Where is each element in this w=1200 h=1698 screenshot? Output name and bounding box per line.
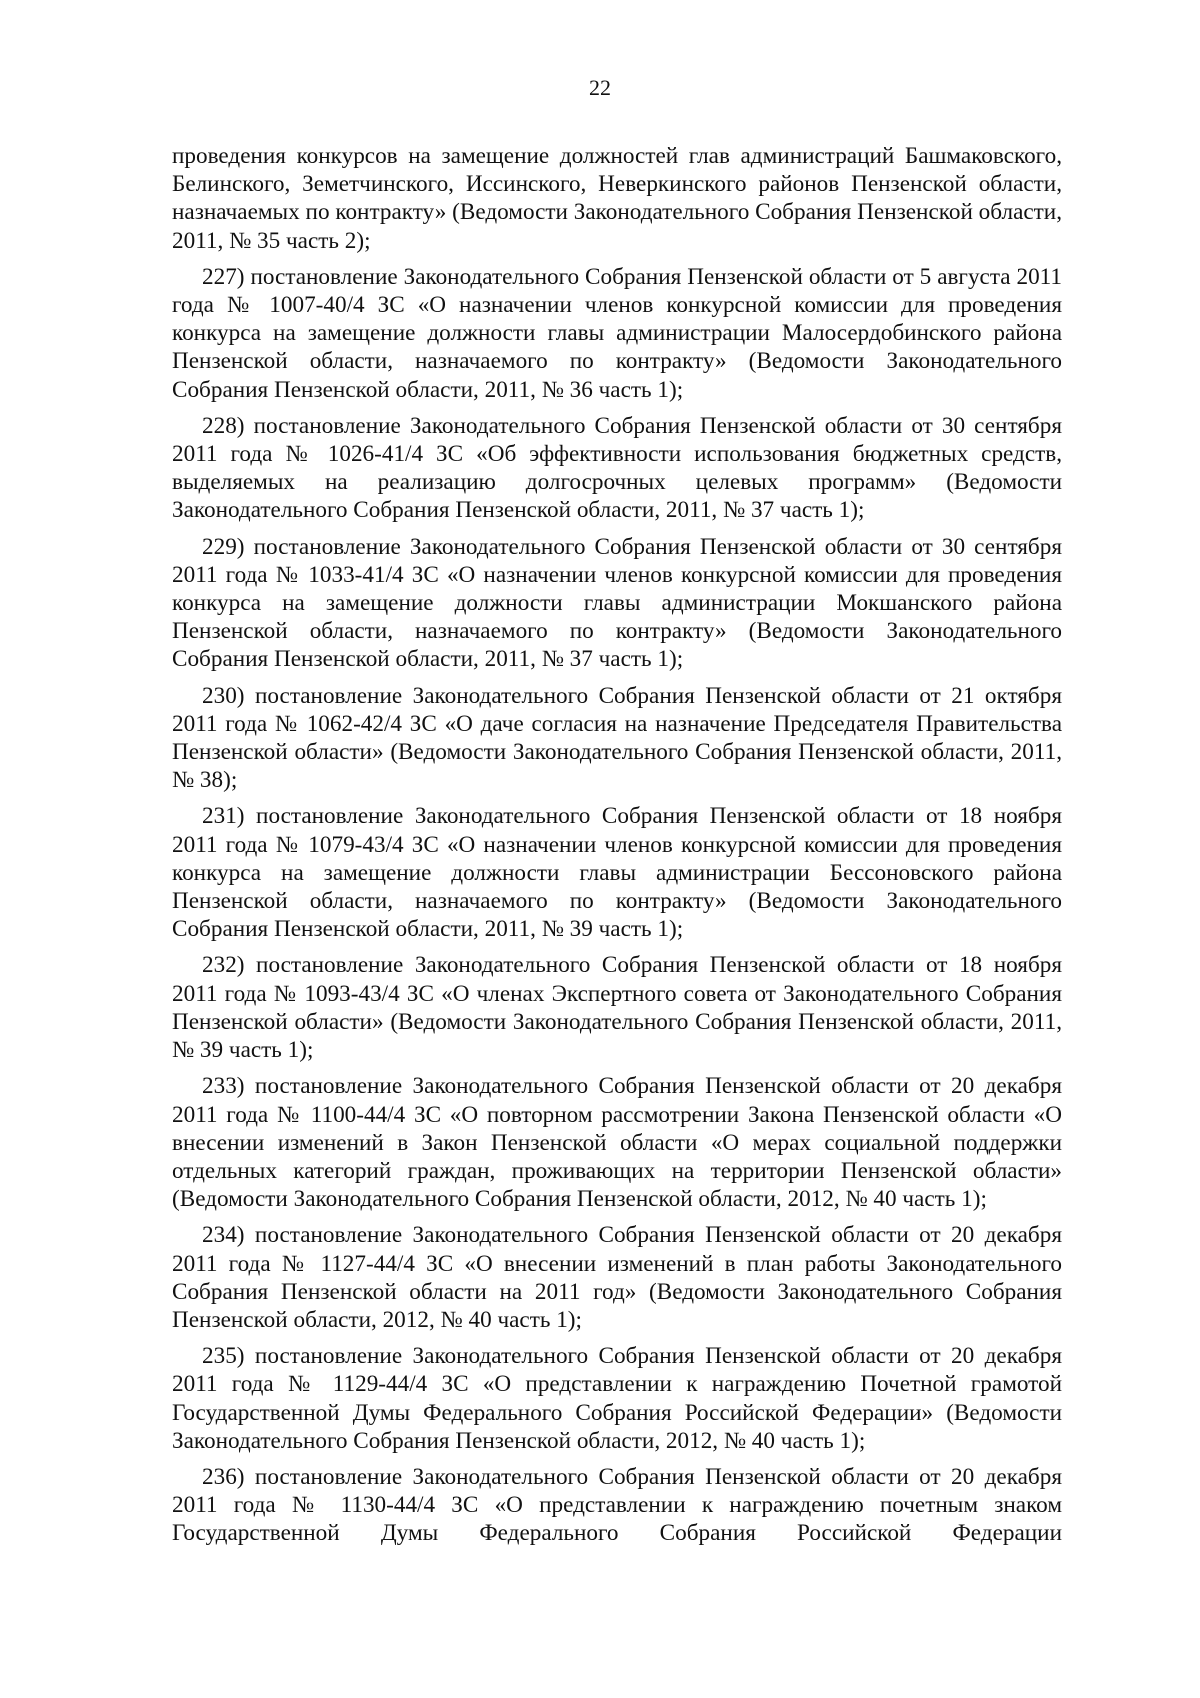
paragraph-continuation: проведения конкурсов на замещение должностей глав администраций Башмаковского, Белинского, Земетчинского, Иссинского, Неверкинского районов Пензенской области, назначаемых по контракту» (Ведомости Законодательного Собрания Пензенской области, 2011, № 35 часть 2);	[172, 143, 1062, 254]
list-item-229: 229) постановление Законодательного Собрания Пензенской области от 30 сентября 2011 года № 1033-41/4 ЗС «О назначении членов конкурсной комиссии для проведения конкурса на замещение должности главы администрации Мокшанского района Пензенской области, назначаемого по контракту» (Ведомости Законодательного Собрания Пензенской области, 2011, № 37 часть 1);	[172, 533, 1062, 673]
list-item-228: 228) постановление Законодательного Собрания Пензенской области от 30 сентября 2011 года № 1026-41/4 ЗС «Об эффективности использования бюджетных средств, выделяемых на реализацию долгосрочных целевых программ» (Ведомости Законодательного Собрания Пензенской области, 2011, № 37 часть 1);	[172, 412, 1062, 524]
list-item-231: 231) постановление Законодательного Собрания Пензенской области от 18 ноября 2011 года № 1079-43/4 ЗС «О назначении членов конкурсной комиссии для проведения конкурса на замещение должности главы администрации Бессоновского района Пензенской области, назначаемого по контракту» (Ведомости Законодательного Собрания Пензенской области, 2011, № 39 часть 1);	[172, 803, 1062, 943]
document-body	[172, 142, 1062, 1556]
list-item-236: 236) постановление Законодательного Собрания Пензенской области от 20 декабря 2011 года № 1130-44/4 ЗС «О представлении к награждению почетным знаком Государственной Думы Федерального Собрания Российской Федерации	[172, 1463, 1062, 1547]
list-item-230: 230) постановление Законодательного Собрания Пензенской области от 21 октября 2011 года № 1062-42/4 ЗС «О даче согласия на назначение Председателя Правительства Пензенской области» (Ведомости Законодательного Собрания Пензенской области, 2011, № 38);	[172, 682, 1062, 794]
list-item-233: 233) постановление Законодательного Собрания Пензенской области от 20 декабря 2011 года № 1100-44/4 ЗС «О повторном рассмотрении Закона Пензенской области «О внесении изменений в Закон Пензенской области «О мерах социальной поддержки отдельных категорий граждан, проживающих на территории Пензенской области» (Ведомости Законодательного Собрания Пензенской области, 2012, № 40 часть 1);	[172, 1073, 1062, 1213]
list-item-234: 234) постановление Законодательного Собрания Пензенской области от 20 декабря 2011 года № 1127-44/4 ЗС «О внесении изменений в план работы Законодательного Собрания Пензенской области на 2011 год» (Ведомости Законодательного Собрания Пензенской области, 2012, № 40 часть 1);	[172, 1222, 1062, 1333]
page-number: 22	[589, 75, 611, 100]
list-item-232: 232) постановление Законодательного Собрания Пензенской области от 18 ноября 2011 года № 1093-43/4 ЗС «О членах Экспертного совета от Законодательного Собрания Пензенской области» (Ведомости Законодательного Собрания Пензенской области, 2011, № 39 часть 1);	[172, 952, 1062, 1064]
list-item-227: 227) постановление Законодательного Собрания Пензенской области от 5 августа 2011 года № 1007-40/4 ЗС «О назначении членов конкурсной комиссии для проведения конкурса на замещение должности главы администрации Малосердобинского района Пензенской области, назначаемого по контракту» (Ведомости Законодательного Собрания Пензенской области, 2011, № 36 часть 1);	[172, 263, 1062, 403]
list-item-235: 235) постановление Законодательного Собрания Пензенской области от 20 декабря 2011 года № 1129-44/4 ЗС «О представлении к награждению Почетной грамотой Государственной Думы Федерального Собрания Российской Федерации» (Ведомости Законодательного Собрания Пензенской области, 2012, № 40 часть 1);	[172, 1343, 1062, 1454]
